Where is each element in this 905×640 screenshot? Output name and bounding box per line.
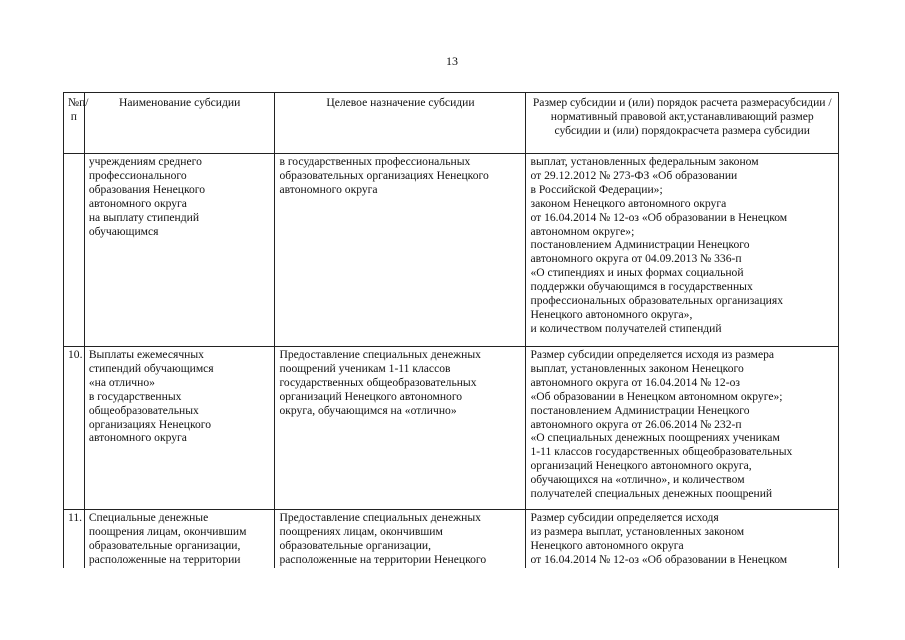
text-line: обучающимся [88,224,159,238]
text-line: Целевое назначение субсидии [326,96,475,109]
text-line: № [68,96,80,109]
text-line: «Об образовании в Ненецком автономном округе»; [530,389,783,403]
text-line: расположенные на территории [88,552,241,566]
text-line: от 16.04.2014 № 12-оз «Об образовании в Ненецком [530,210,788,224]
text-line: государственных общеобразовательных [279,375,477,389]
text-line: автономном округе»; [530,224,635,238]
text-line: получателей специальных денежных поощрений [530,487,773,501]
text-line: Размер субсидии определяется исходя из размера [530,348,775,361]
table-row [64,154,839,347]
text-line: автономного округа от 26.06.2014 № 232-п [530,417,742,431]
cell-number [64,154,85,347]
text-line: образовательные организации, [88,538,241,552]
header-subsidy-name [84,93,275,154]
text-line: Специальные денежные [88,511,209,524]
page-number: 13 [446,54,458,68]
text-line: постановлением Администрации Ненецкого [530,238,750,252]
text-line: организациях Ненецкого [88,417,212,431]
table-header-row [64,93,839,154]
text-line: «на отлично» [88,375,155,389]
text-line: Выплаты ежемесячных [88,348,204,361]
text-line: законом Ненецкого автономного округа [530,196,727,210]
text-line: образовательных организациях Ненецкого [279,168,489,182]
text-line: округа, обучающимся на «отлично» [279,403,457,417]
text-line: и количеством получателей стипендий [530,321,722,335]
text-line: автономного округа [279,182,378,196]
text-line: организаций Ненецкого автономного округа, [530,459,752,473]
text-line: 11. [68,511,83,524]
text-line: субсидии / нормативный правовой акт, [550,96,832,123]
table-row [64,510,839,568]
cell-number [64,510,85,568]
text-line: поощрения лицам, окончившим [88,524,247,538]
text-line: из размера выплат, установленных законом [530,524,745,538]
text-line: общеобразовательных [88,403,199,417]
text-line: обучающихся на «отлично», и количеством [530,473,745,487]
text-line: Наименование субсидии [118,96,241,109]
text-line: от 16.04.2014 № 12-оз «Об образовании в Ненецком [530,552,788,566]
text-line: в государственных профессиональных [279,155,471,168]
text-line: образования Ненецкого [88,182,206,196]
text-line: Размер субсидии и (или) порядок расчета размера [532,96,780,109]
text-line: 10. [68,348,83,361]
cell-subsidy-name [84,510,275,568]
text-line: в государственных [88,389,182,403]
text-line: Размер субсидии определяется исходя [530,511,719,524]
cell-subsidy-name [84,154,275,347]
text-line: п/п [70,96,89,123]
cell-number [64,347,85,510]
text-line: расчета размера субсидии [682,123,810,137]
cell-subsidy-size [526,510,839,568]
text-line: «О стипендиях и иных формах социальной [530,266,744,280]
text-line: постановлением Администрации Ненецкого [530,403,750,417]
text-line: от 29.12.2012 № 273-ФЗ «Об образовании [530,168,738,182]
table-row [64,347,839,510]
text-line: стипендий обучающимся [88,361,214,375]
text-line: автономного округа от 04.09.2013 № 336-п [530,252,742,266]
header-number [64,93,89,154]
header-purpose [275,93,526,154]
text-line: учреждениям среднего [88,155,202,168]
text-line: поддержки обучающимся в государственных [530,280,753,294]
text-line: автономного округа [88,196,187,210]
text-line: автономного округа [88,431,187,445]
text-line: в Российской Федерации»; [530,182,663,196]
text-line: выплат, установленных федеральным законом [530,155,759,168]
cell-subsidy-name [84,347,275,510]
text-line: образовательные организации, [279,538,432,552]
cell-subsidy-size [526,154,839,347]
text-line: выплат, установленных законом Ненецкого [530,361,744,375]
text-line: Предоставление специальных денежных [279,511,481,524]
cell-subsidy-size [526,347,839,510]
text-line: на выплату стипендий [88,210,200,224]
text-line: профессионального [88,168,187,182]
header-subsidy-size [526,93,839,154]
cell-purpose [275,510,526,568]
text-line: Ненецкого автономного округа [530,538,684,552]
text-line: расположенные на территории Ненецкого [279,552,487,566]
text-line: автономного округа от 16.04.2014 № 12-оз [530,375,740,389]
text-line: «О специальных денежных поощрениях ученикам [530,431,780,445]
text-line: Предоставление специальных денежных [279,348,481,361]
text-line: поощрениях лицам, окончившим [279,524,443,538]
text-line: Ненецкого автономного округа», [530,307,693,321]
text-line: поощрений ученикам 1-11 классов [279,361,451,375]
subsidy-table [63,92,839,568]
cell-purpose [275,154,526,347]
text-line: устанавливающий размер субсидии и (или) порядок [554,109,814,137]
text-line: 1-11 классов государственных общеобразовательных [530,445,793,459]
text-line: организаций Ненецкого автономного [279,389,463,403]
text-line: профессиональных образовательных организациях [530,294,783,308]
cell-purpose [275,347,526,510]
